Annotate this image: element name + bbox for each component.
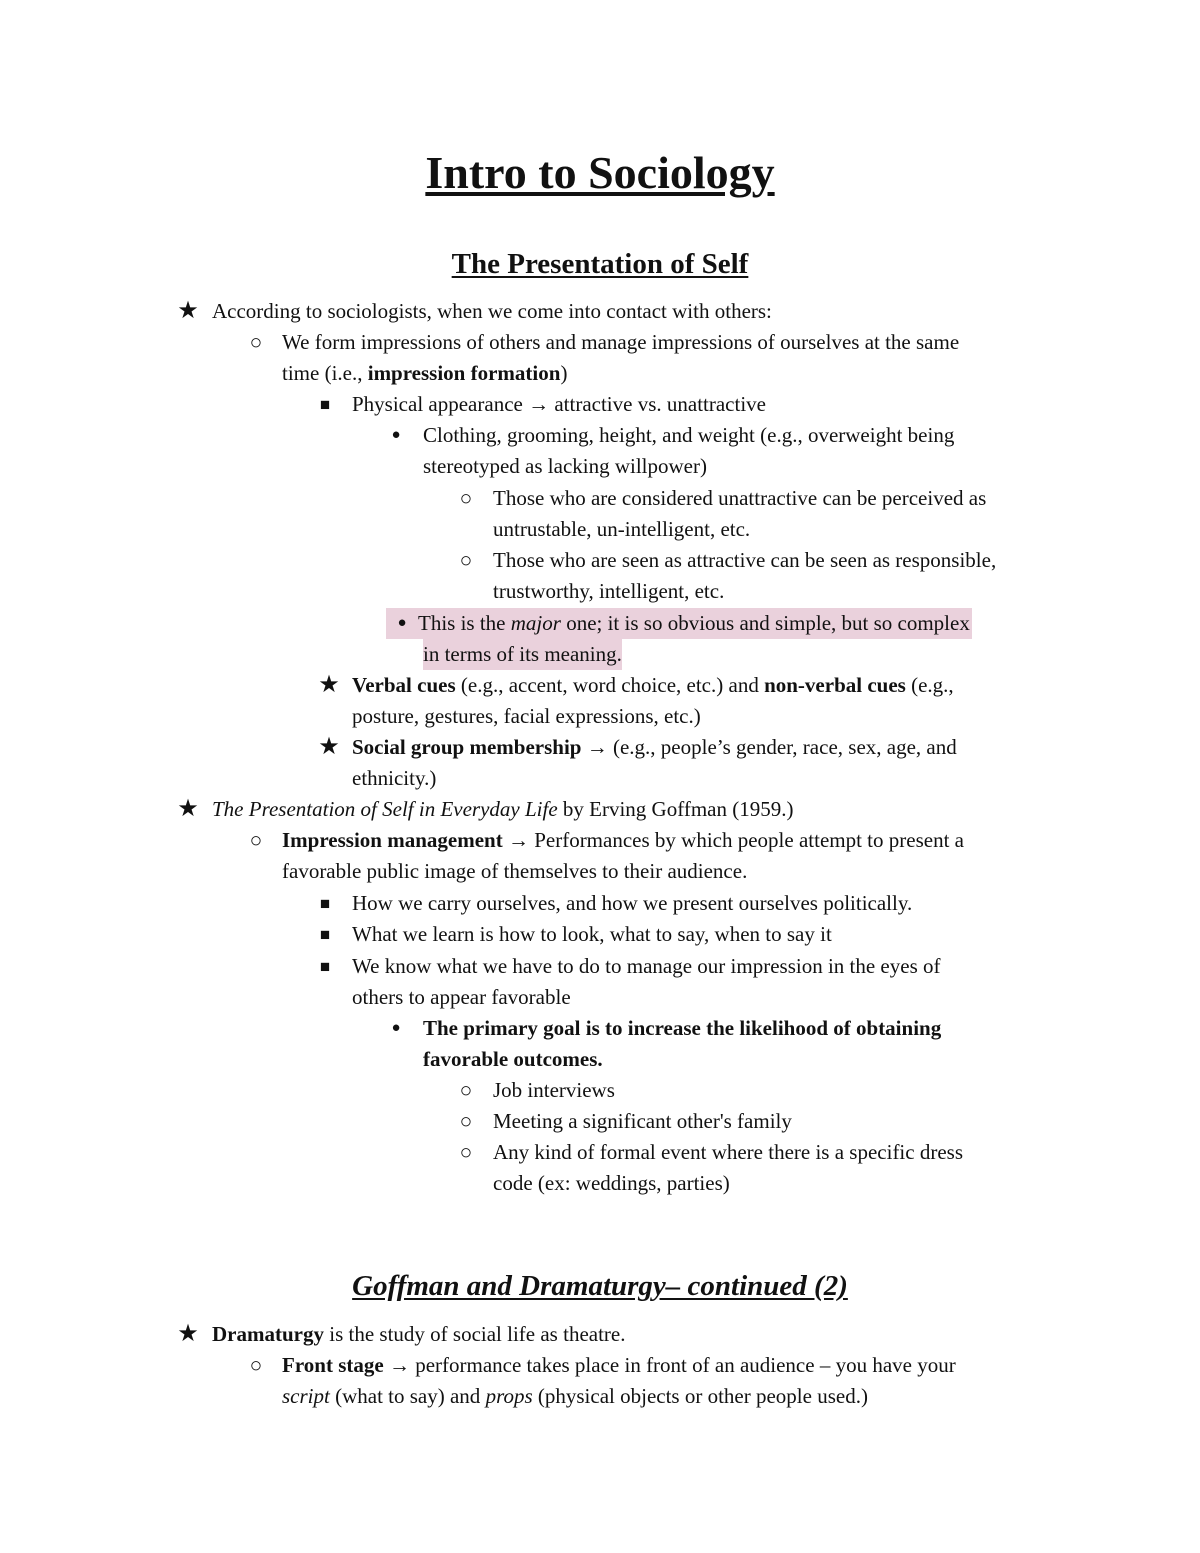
- italic-term: script: [282, 1384, 330, 1408]
- section-heading-presentation-of-self: The Presentation of Self: [451, 248, 749, 280]
- italic-term: props: [485, 1384, 533, 1408]
- list-item: Job interviews: [493, 1078, 615, 1102]
- list-item: We know what we have to do to manage our impression in the eyes of: [352, 954, 941, 978]
- list-item: [352, 732, 957, 763]
- circle-bullet-icon: ○: [459, 548, 473, 572]
- dot-bullet-icon: ●: [391, 427, 401, 443]
- list-item-continuation: stereotyped as lacking willpower): [423, 454, 707, 478]
- list-item: [212, 1319, 625, 1350]
- highlighted-list-item: [418, 608, 972, 639]
- square-bullet-icon: ■: [319, 925, 331, 944]
- list-item-continuation: trustworthy, intelligent, etc.: [493, 579, 725, 603]
- text-run: time (i.e.,: [282, 361, 368, 385]
- circle-bullet-icon: ○: [249, 828, 263, 852]
- list-item-continuation: ethnicity.): [352, 766, 437, 790]
- list-item-continuation: favorable public image of themselves to their audience.: [282, 859, 748, 883]
- text-run: (e.g.,: [905, 673, 954, 697]
- list-item-continuation: others to appear favorable: [352, 985, 571, 1009]
- square-bullet-icon: ■: [319, 894, 331, 913]
- text-run: is the study of social life as theatre.: [323, 1322, 626, 1346]
- bold-term: Verbal cues: [352, 673, 456, 697]
- text-run: → (e.g., people’s gender, race, sex, age, and: [581, 735, 957, 759]
- circle-bullet-icon: ○: [459, 1140, 473, 1164]
- list-item: [352, 670, 954, 701]
- list-item: Clothing, grooming, height, and weight (e.g., overweight being: [423, 423, 955, 447]
- star-bullet-icon: ★: [318, 672, 340, 698]
- text-run: (what to say) and: [329, 1384, 486, 1408]
- list-item-continuation: favorable outcomes.: [423, 1047, 603, 1071]
- highlighted-continuation: in terms of its meaning.: [423, 639, 622, 670]
- text-run: by Erving Goffman (1959.): [557, 797, 794, 821]
- circle-bullet-icon: ○: [459, 1078, 473, 1102]
- circle-bullet-icon: ○: [459, 1109, 473, 1133]
- list-item: [282, 825, 964, 856]
- page-title: Intro to Sociology: [425, 147, 775, 198]
- text-run: (e.g., accent, word choice, etc.) and: [455, 673, 765, 697]
- text-run: This is the: [418, 611, 511, 635]
- star-bullet-icon: ★: [318, 734, 340, 760]
- list-item: How we carry ourselves, and how we present ourselves politically.: [352, 891, 913, 915]
- star-bullet-icon: ★: [177, 796, 199, 822]
- list-item: According to sociologists, when we come into contact with others:: [212, 299, 772, 323]
- list-item-continuation: [282, 1381, 868, 1412]
- circle-bullet-icon: ○: [459, 486, 473, 510]
- italic-term: major: [510, 611, 561, 635]
- bold-term: Social group membership: [352, 735, 582, 759]
- bold-term: non-verbal cues: [764, 673, 906, 697]
- list-item: We form impressions of others and manage impressions of ourselves at the same: [282, 330, 960, 354]
- list-item: Physical appearance → attractive vs. unattractive: [352, 392, 766, 416]
- list-item: What we learn is how to look, what to say, when to say it: [352, 922, 832, 946]
- circle-bullet-icon: ○: [249, 1353, 263, 1377]
- circle-bullet-icon: ○: [249, 330, 263, 354]
- text-run: (physical objects or other people used.): [532, 1384, 868, 1408]
- bold-term: Impression management: [282, 828, 503, 852]
- list-item: [212, 794, 793, 825]
- section-heading-dramaturgy: Goffman and Dramaturgy– continued (2): [352, 1270, 848, 1302]
- star-bullet-icon: ★: [177, 1321, 199, 1347]
- text-run: one; it is so obvious and simple, but so complex: [560, 611, 970, 635]
- square-bullet-icon: ■: [319, 395, 331, 414]
- bold-term: impression formation: [367, 361, 561, 385]
- bold-term: Front stage: [282, 1353, 384, 1377]
- list-item: The primary goal is to increase the likelihood of obtaining: [423, 1016, 942, 1040]
- text-run: → performance takes place in front of an audience – you have your: [383, 1353, 956, 1377]
- list-item: [282, 1350, 956, 1381]
- list-item-continuation: code (ex: weddings, parties): [493, 1171, 730, 1195]
- list-item-continuation: posture, gestures, facial expressions, etc.): [352, 704, 701, 728]
- bold-term: Dramaturgy: [212, 1322, 324, 1346]
- list-item: Those who are considered unattractive can be perceived as: [493, 486, 987, 510]
- list-item: Those who are seen as attractive can be seen as responsible,: [493, 548, 997, 572]
- dot-bullet-icon: ●: [386, 608, 418, 639]
- list-item-continuation: [282, 358, 567, 389]
- square-bullet-icon: ■: [319, 957, 331, 976]
- book-title: The Presentation of Self in Everyday Life: [212, 797, 558, 821]
- dot-bullet-icon: ●: [391, 1020, 401, 1036]
- list-item: Meeting a significant other's family: [493, 1109, 792, 1133]
- list-item: Any kind of formal event where there is a specific dress: [493, 1140, 963, 1164]
- text-run: ): [560, 361, 568, 385]
- star-bullet-icon: ★: [177, 298, 199, 324]
- text-run: → Performances by which people attempt to present a: [502, 828, 964, 852]
- list-item-continuation: untrustable, un-intelligent, etc.: [493, 517, 751, 541]
